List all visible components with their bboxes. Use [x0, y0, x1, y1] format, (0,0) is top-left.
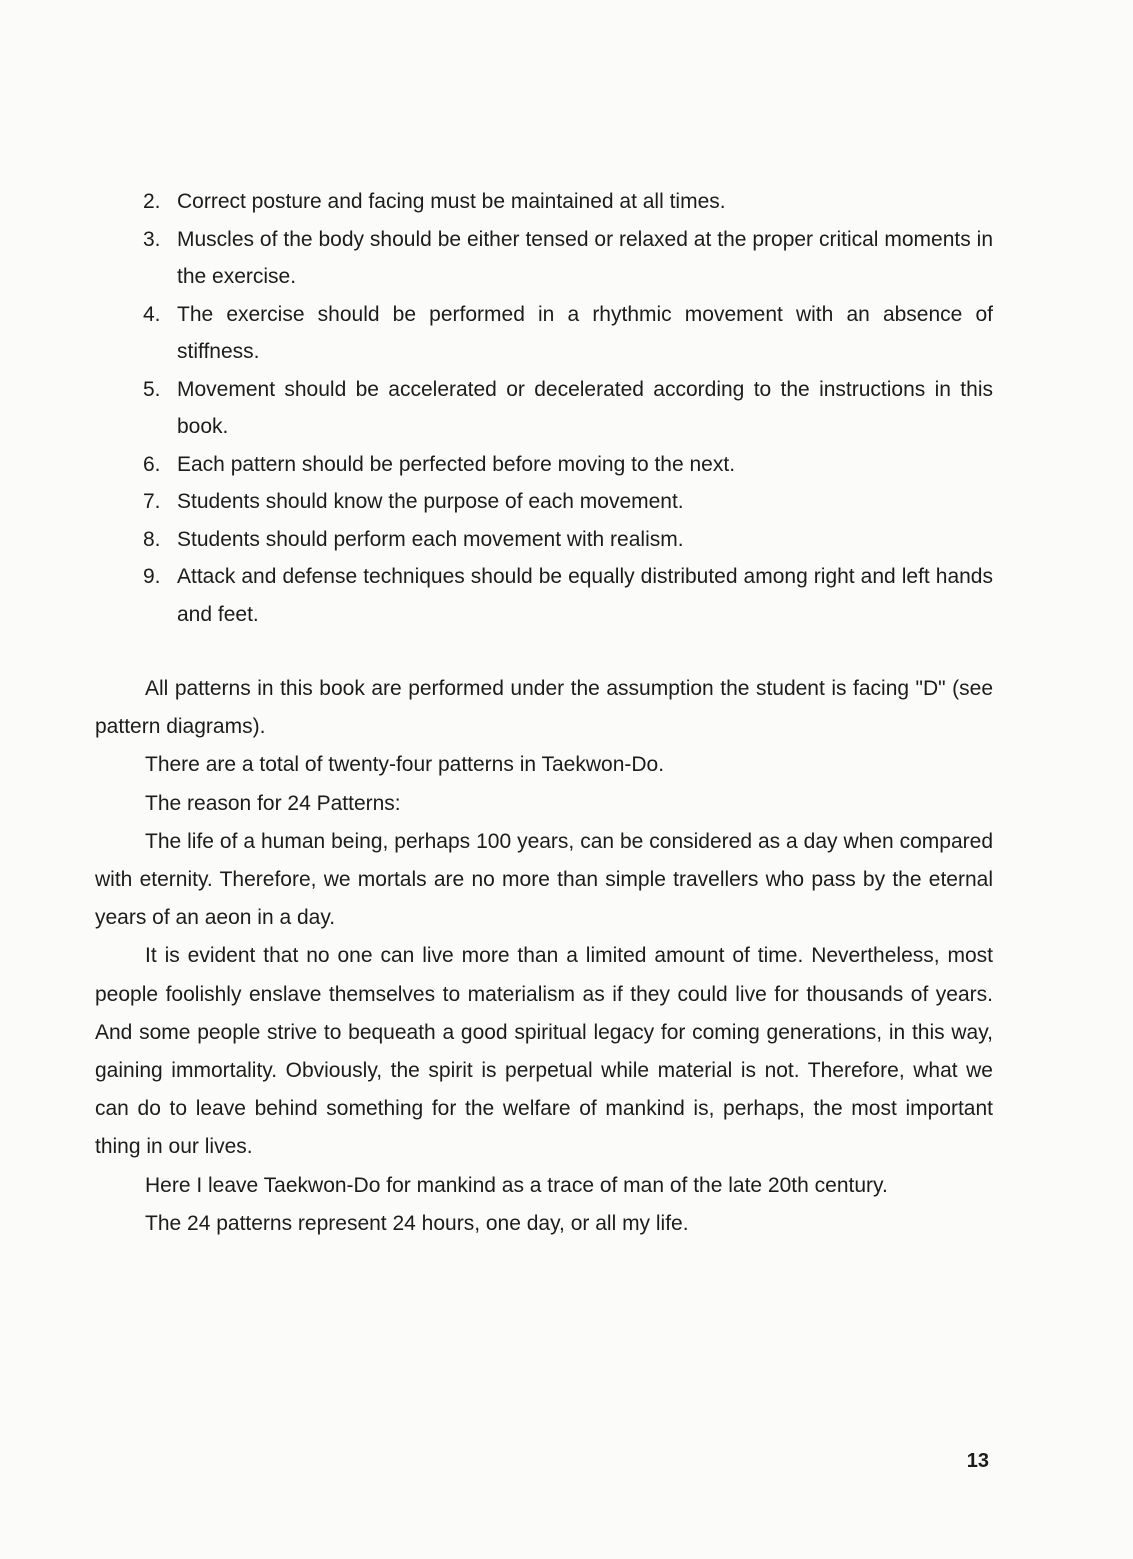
rule-item — [143, 446, 993, 484]
body-text — [95, 670, 993, 1243]
rule-item — [143, 221, 993, 296]
rule-number: 4. — [143, 302, 161, 326]
rule-text: Students should know the purpose of each movement. — [177, 490, 684, 513]
rule-text: The exercise should be performed in a rhythmic movement with an absence of stiffness. — [177, 302, 993, 363]
rule-item — [143, 483, 993, 521]
rule-item — [143, 558, 993, 633]
paragraph-24-hours: The 24 patterns represent 24 hours, one day, or all my life. — [145, 1211, 689, 1235]
rule-text: Students should perform each movement with realism. — [177, 527, 684, 551]
rule-number: 9. — [143, 565, 161, 588]
rule-text: Each pattern should be perfected before moving to the next. — [177, 452, 736, 476]
rule-text: Attack and defense techniques should be equally distributed among right and left hands and feet. — [177, 565, 993, 626]
rule-text: Correct posture and facing must be maintained at all times. — [177, 190, 726, 213]
rule-number: 5. — [143, 377, 161, 401]
rule-number: 6. — [143, 452, 161, 476]
rule-item — [143, 371, 993, 446]
rule-text: Movement should be accelerated or decelerated according to the instructions in this book. — [177, 377, 993, 438]
paragraph-facing-d: All patterns in this book are performed under the assumption the student is facing "D" (see pattern diagrams). — [95, 677, 993, 739]
rule-text: Muscles of the body should be either tensed or relaxed at the proper critical moments in the exercise. — [177, 227, 993, 288]
page-number: 13 — [966, 1450, 989, 1472]
rule-number: 2. — [143, 190, 161, 213]
paragraph-total-patterns: There are a total of twenty-four patterns in Taekwon-Do. — [145, 753, 665, 777]
paragraph-leave-taekwondo: Here I leave Taekwon-Do for mankind as a trace of man of the late 20th century. — [145, 1173, 888, 1197]
rule-number: 3. — [143, 227, 161, 251]
paragraph-life-of-human: The life of a human being, perhaps 100 years, can be considered as a day when compared with eternity. Therefore, we mortals are no more than simple travellers who pass by the eternal years of an aeon in a day. — [95, 829, 993, 930]
pattern-rules-list — [143, 183, 993, 633]
rule-number: 8. — [143, 527, 161, 551]
rule-item — [143, 521, 993, 559]
rule-item — [143, 183, 993, 221]
paragraph-limited-time: It is evident that no one can live more than a limited amount of time. Nevertheless, most people foolishly enslave themselves to materialism as if they could live for thousands of years. And some people strive to bequeath a good spiritual legacy for coming generations, in this way, gaining immortality. Obviously, the spirit is perpetual while material is not. Therefore, what we can do to leave behind something for the welfare of mankind is, perhaps, the most important thing in our lives. — [95, 944, 993, 1159]
rule-number: 7. — [143, 490, 161, 513]
rule-item — [143, 296, 993, 371]
paragraph-reason-heading: The reason for 24 Patterns: — [145, 791, 401, 815]
